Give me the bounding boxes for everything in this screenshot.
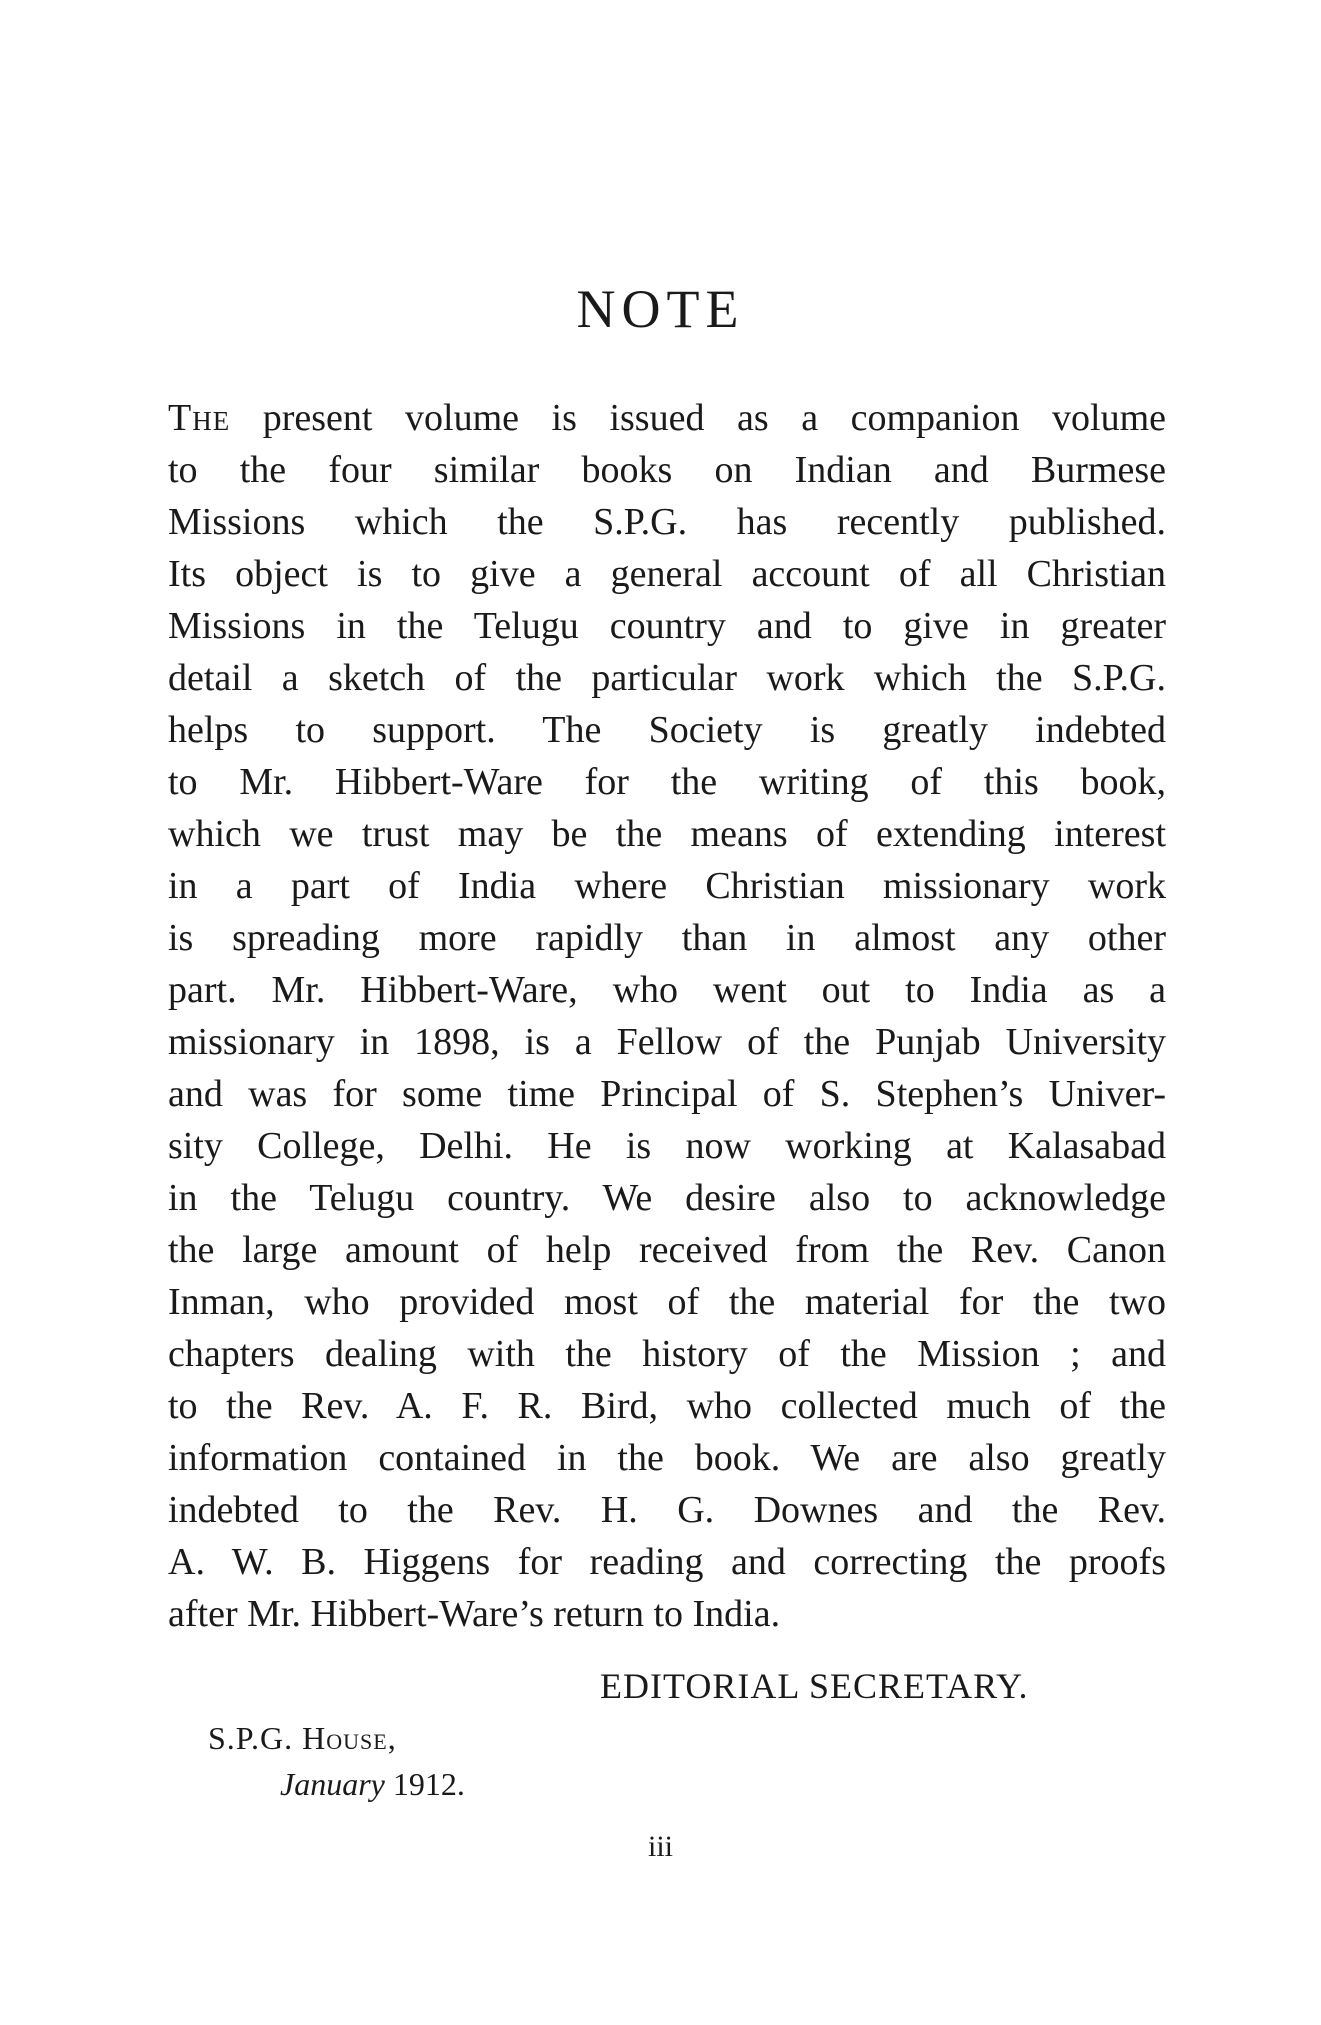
signature: EDITORIAL SECRETARY. [600,1666,1029,1706]
page-number: iii [647,1830,673,1863]
text-line: to Mr. Hibbert-Ware for the writing of this book, [168,761,1166,803]
text-line: missionary in 1898, is a Fellow of the Punjab University [168,1021,1166,1063]
text-line: information contained in the book. We are also greatly [168,1437,1166,1479]
text-line: sity College, Delhi. He is now working at Kalasabad [168,1125,1166,1167]
text-line: in the Telugu country. We desire also to acknowledge [168,1177,1166,1219]
text-line: A. W. B. Higgens for reading and correcting the proofs [168,1541,1166,1583]
text-line: detail a sketch of the particular work which the S.P.G. [168,657,1166,699]
lead-word: The [168,397,231,439]
note-body [168,392,1166,1640]
text-line: which we trust may be the means of extending interest [168,813,1166,855]
text-line: to the four similar books on Indian and Burmese [168,449,1166,491]
text-line-last: after Mr. Hibbert-Ware’s return to India. [168,1593,781,1635]
text-line: Missions in the Telugu country and to give in greater [168,605,1166,647]
date-line [280,1768,465,1800]
text-line: helps to support. The Society is greatly indebted [168,709,1166,751]
text-line: part. Mr. Hibbert-Ware, who went out to India as a [168,969,1166,1011]
text-line: Inman, who provided most of the material for the two [168,1281,1166,1323]
first-line-text: present volume is issued as a companion volume [230,397,1166,439]
text-line: in a part of India where Christian missionary work [168,865,1166,907]
date-month: January [280,1766,385,1802]
text-line: indebted to the Rev. H. G. Downes and the Rev. [168,1489,1166,1531]
text-line: the large amount of help received from the Rev. Canon [168,1229,1166,1271]
date-year: 1912. [384,1766,465,1802]
page-title: NOTE [576,279,745,339]
address: S.P.G. House, [208,1720,397,1756]
text-line: Missions which the S.P.G. has recently published. [168,501,1166,543]
text-line [168,392,1166,444]
text-line: is spreading more rapidly than in almost any other [168,917,1166,959]
text-line: Its object is to give a general account of all Christian [168,553,1166,595]
text-line: chapters dealing with the history of the Mission ; and [168,1333,1166,1375]
text-line: to the Rev. A. F. R. Bird, who collected much of the [168,1385,1166,1427]
text-line: and was for some time Principal of S. Stephen’s Univer- [168,1073,1166,1115]
